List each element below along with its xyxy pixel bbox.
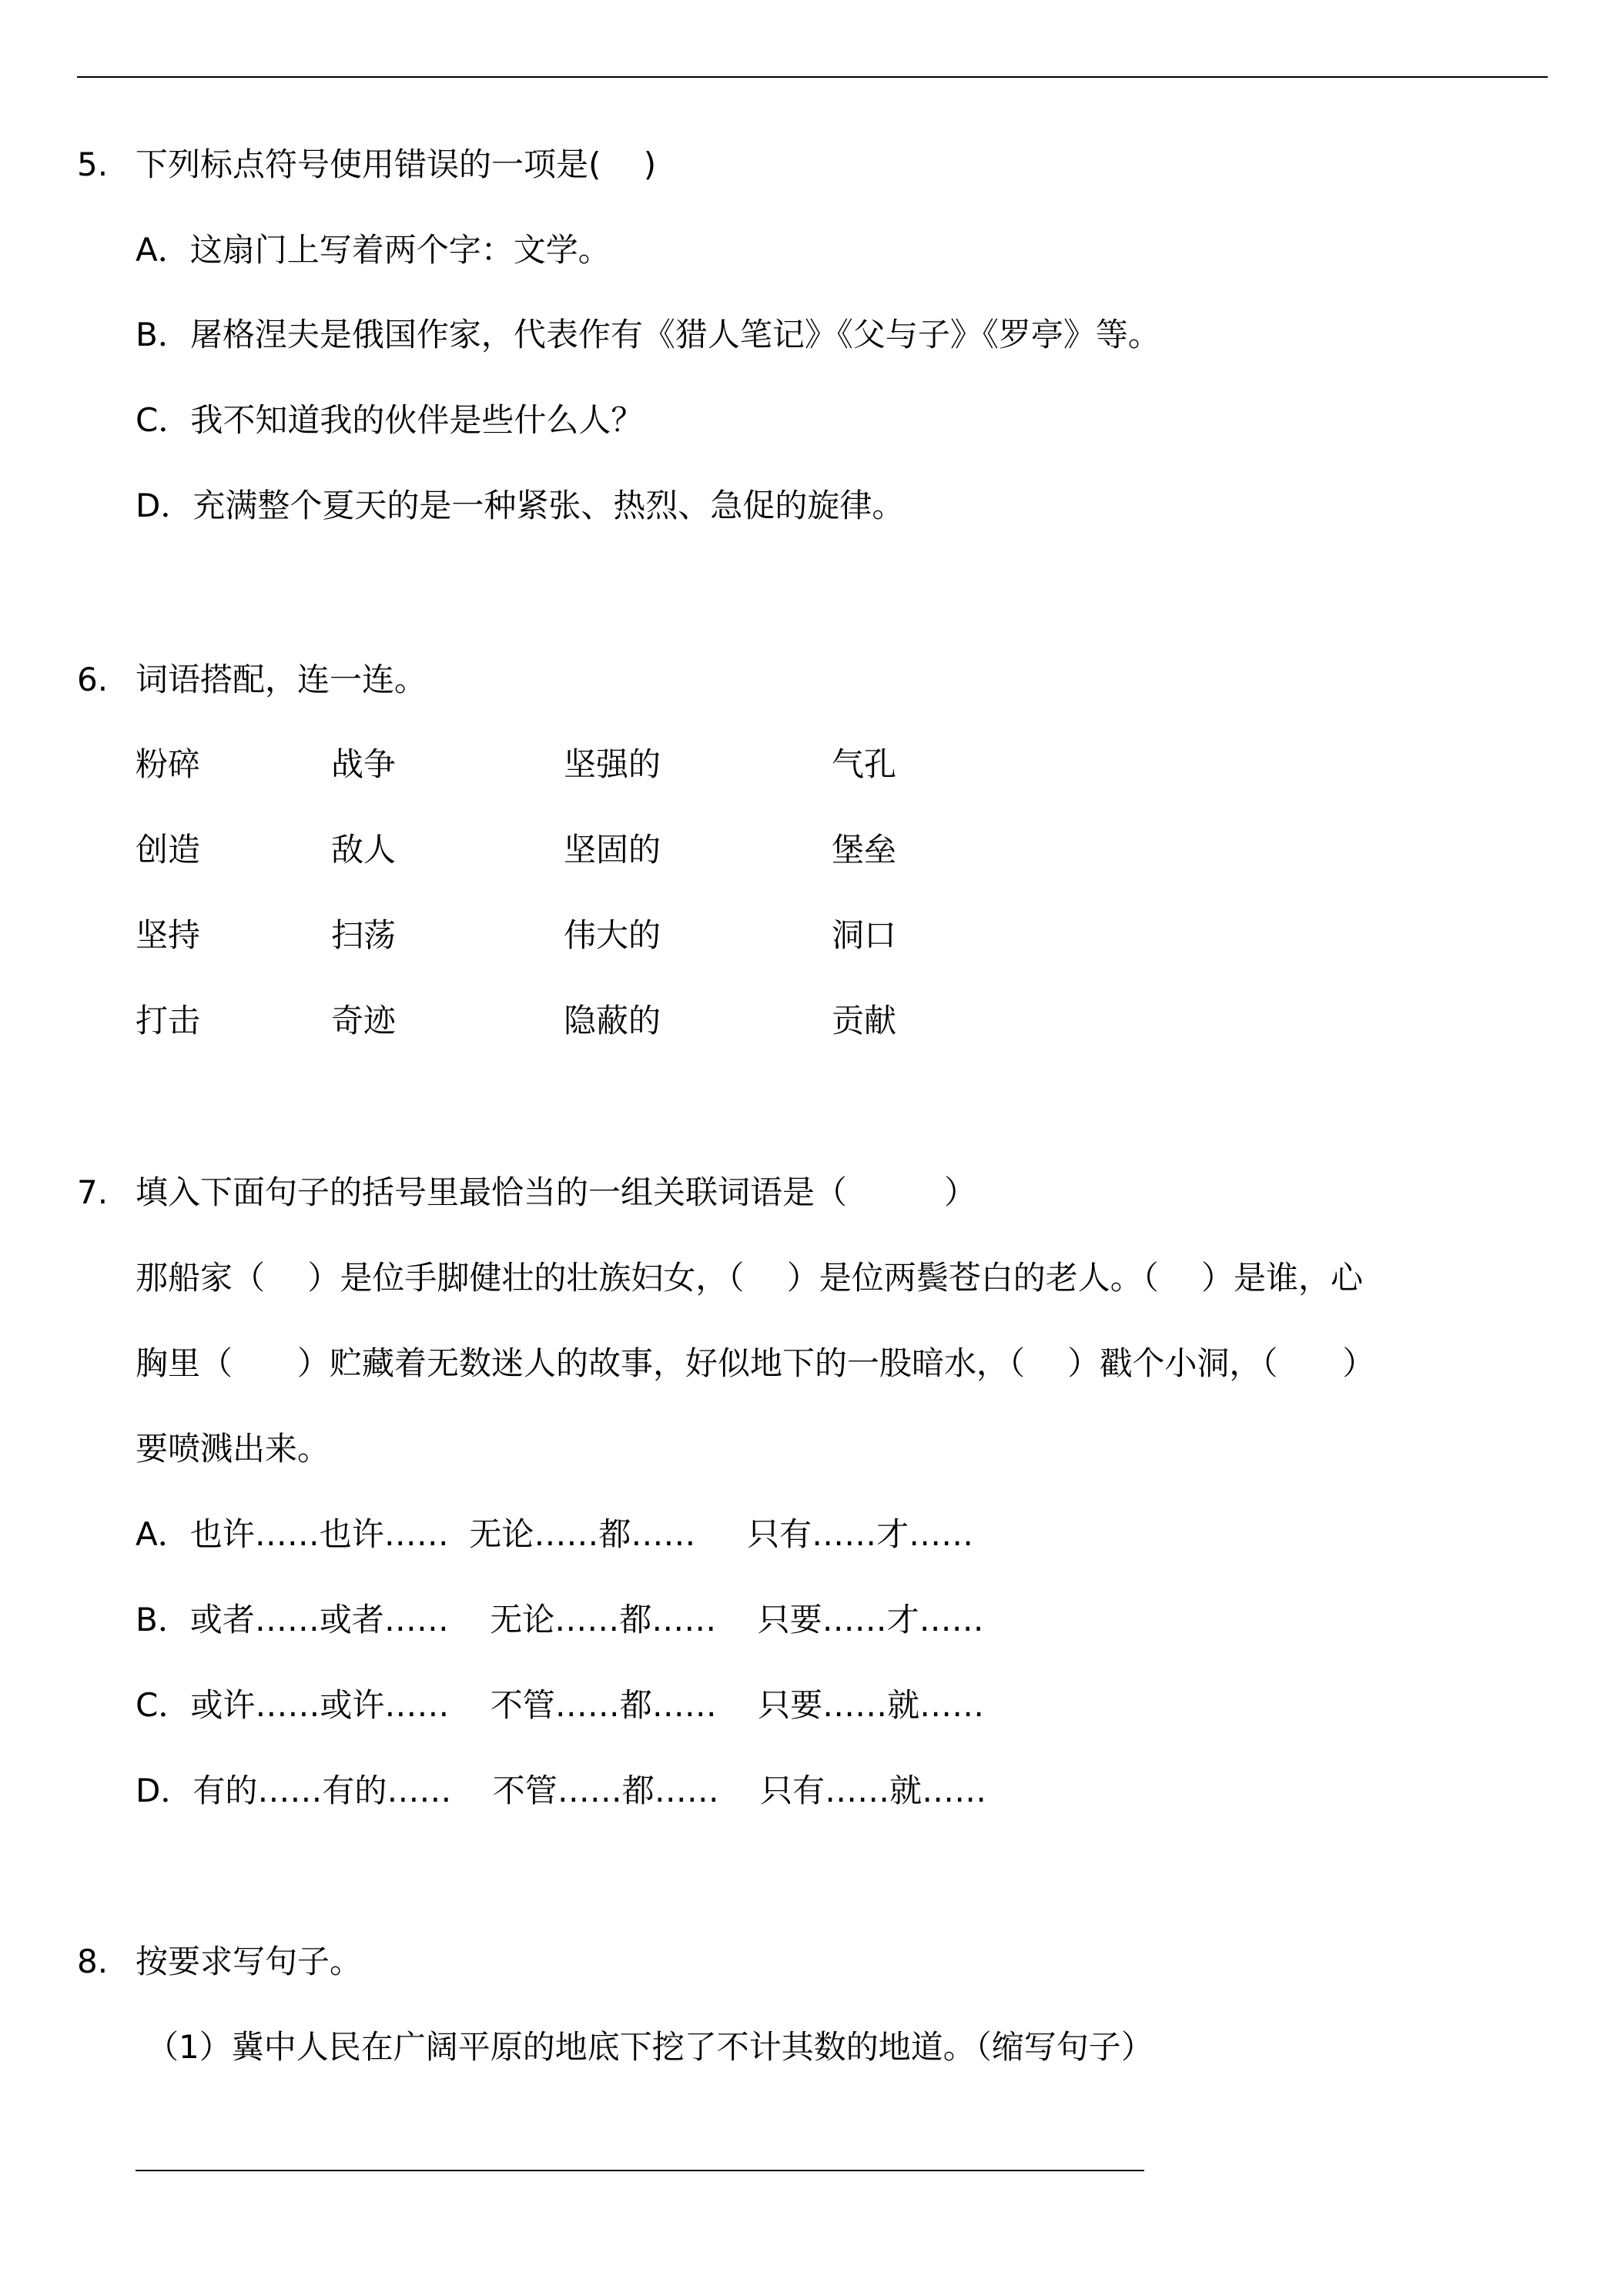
question-8-stem: 按要求写句子。 xyxy=(136,1943,363,1980)
question-7-option-b: B．或者……或者…… 无论……都…… 只要……才…… xyxy=(136,1601,984,1638)
question-7-number: 7. xyxy=(77,1173,109,1211)
question-7-stem: 填入下面句子的括号里最恰当的一组关联词语是（ ） xyxy=(136,1173,977,1211)
match-word[interactable]: 打击 xyxy=(136,1002,201,1039)
question-7-option-d: D．有的……有的…… 不管……都…… 只有……就…… xyxy=(136,1772,987,1809)
question-5-stem: 下列标点符号使用错误的一项是( ) xyxy=(136,146,657,183)
match-word[interactable]: 奇迹 xyxy=(331,1002,397,1039)
question-7-passage-line-1: 那船家（ ）是位手脚健壮的壮族妇女，（ ）是位两鬓苍白的老人。（ ）是谁，心 xyxy=(136,1259,1364,1297)
match-word[interactable]: 气孔 xyxy=(832,745,897,783)
match-word[interactable]: 战争 xyxy=(331,745,397,783)
match-word[interactable]: 坚强的 xyxy=(564,745,661,783)
match-word[interactable]: 创造 xyxy=(136,831,201,869)
match-word[interactable]: 隐蔽的 xyxy=(564,1002,661,1039)
match-word[interactable]: 坚固的 xyxy=(564,831,661,869)
question-7-option-c: C．或许……或许…… 不管……都…… 只要……就…… xyxy=(136,1686,985,1724)
match-word[interactable]: 敌人 xyxy=(331,831,397,869)
answer-blank-line[interactable] xyxy=(136,2170,1144,2171)
match-word[interactable]: 伟大的 xyxy=(564,916,661,954)
question-6-stem: 词语搭配，连一连。 xyxy=(136,661,427,698)
top-divider xyxy=(77,76,1548,78)
question-8-number: 8. xyxy=(77,1943,109,1980)
match-word[interactable]: 扫荡 xyxy=(331,916,397,954)
match-word[interactable]: 堡垒 xyxy=(832,831,897,869)
question-7-option-a: A．也许……也许…… 无论……都…… 只有……才…… xyxy=(136,1515,974,1553)
question-5-option-d: D．充满整个夏天的是一种紧张、热烈、急促的旋律。 xyxy=(136,487,905,524)
question-6-number: 6. xyxy=(77,661,109,698)
question-8-sub-1: （1）冀中人民在广阔平原的地底下挖了不计其数的地道。（缩写句子） xyxy=(146,2028,1154,2066)
question-5-number: 5. xyxy=(77,146,109,183)
question-5-option-a: A．这扇门上写着两个字：文学。 xyxy=(136,231,611,269)
question-5-option-c: C．我不知道我的伙伴是些什么人？ xyxy=(136,401,644,439)
question-5-option-b: B．屠格涅夫是俄国作家，代表作有《猎人笔记》《父与子》《罗亭》等。 xyxy=(136,316,1160,353)
question-7-passage-line-3: 要喷溅出来。 xyxy=(136,1430,330,1468)
match-word[interactable]: 贡献 xyxy=(832,1002,897,1039)
match-word[interactable]: 坚持 xyxy=(136,916,201,954)
match-word[interactable]: 洞口 xyxy=(832,916,897,954)
question-7-passage-line-2: 胸里（ ）贮藏着无数迷人的故事，好似地下的一股暗水，（ ）戳个小洞，（ ） xyxy=(136,1344,1375,1382)
match-word[interactable]: 粉碎 xyxy=(136,745,201,783)
